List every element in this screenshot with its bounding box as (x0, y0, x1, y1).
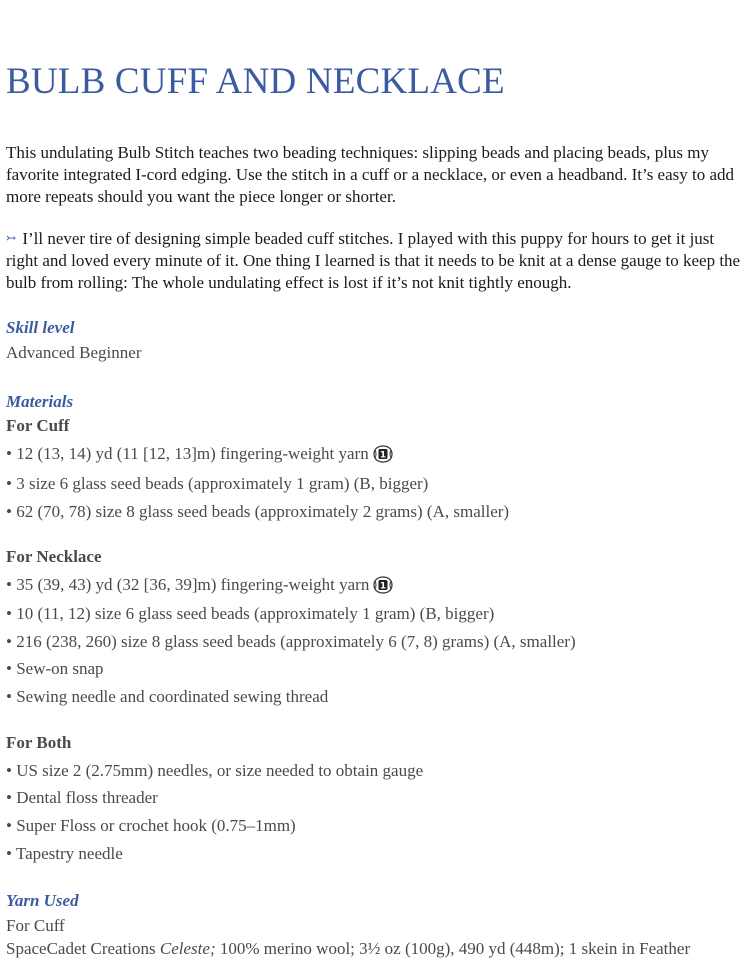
for-necklace-heading: For Necklace (6, 547, 102, 566)
for-both-heading: For Both (6, 733, 72, 752)
skill-level-value: Advanced Beginner (6, 343, 142, 362)
list-item: • 3 size 6 glass seed beads (approximately 1 gram) (B, bigger) (6, 474, 429, 493)
list-item: • Sewing needle and coordinated sewing thread (6, 687, 329, 706)
page-title: BULB CUFF AND NECKLACE (6, 61, 505, 102)
yarn-name: Celeste; (159, 939, 216, 958)
yarn-weight-number: 1 (379, 450, 386, 461)
yarn-spec: 100% merino wool; 3½ oz (100g), 490 yd (448m); 1 skein in Feather (215, 939, 691, 958)
materials-heading: Materials (6, 392, 74, 411)
list-item-text: • 12 (13, 14) yd (11 [12, 13]m) fingering-weight yarn (6, 444, 369, 463)
yarn-used-for-cuff: For Cuff (6, 916, 65, 935)
list-item-text: • 35 (39, 43) yd (32 [36, 39]m) fingering-weight yarn (6, 575, 370, 594)
yarn-weight-number: 1 (380, 581, 387, 592)
list-item: • Super Floss or crochet hook (0.75–1mm) (6, 816, 296, 835)
list-item: • Dental floss threader (6, 788, 158, 807)
list-item: • US size 2 (2.75mm) needles, or size needed to obtain gauge (6, 761, 424, 780)
arrow-icon: ↣ (6, 231, 17, 245)
list-item: • 216 (238, 260) size 8 glass seed beads (approximately 6 (7, 8) grams) (A, smaller) (6, 632, 576, 651)
list-item (6, 575, 394, 595)
list-item: • Sew-on snap (6, 659, 104, 678)
designer-note-text: I’ll never tire of designing simple beaded cuff stitches. I played with this puppy for hours to get it just right and loved every minute of it. One thing I learned is that it needs to be knit at a dense gauge to keep the bulb from rolling: The whole undulating effect is lost if it’s not knit tightly enough. (6, 229, 741, 292)
designer-note (6, 227, 742, 294)
skill-level-heading: Skill level (6, 318, 75, 337)
yarn-brand: SpaceCadet Creations (6, 939, 160, 958)
list-item: • 10 (11, 12) size 6 glass seed beads (approximately 1 gram) (B, bigger) (6, 604, 495, 623)
yarn-weight-icon (372, 445, 394, 463)
list-item (6, 444, 394, 464)
intro-paragraph: This undulating Bulb Stitch teaches two beading techniques: slipping beads and placing beads, plus my favorite integrated I-cord edging. Use the stitch in a cuff or a necklace, or even a headband. It’s easy to add more repeats should you want the piece longer or shorter. (6, 143, 735, 206)
for-cuff-heading: For Cuff (6, 416, 70, 435)
yarn-weight-icon (372, 576, 394, 594)
yarn-used-heading: Yarn Used (6, 891, 79, 910)
list-item: • Tapestry needle (6, 844, 123, 863)
yarn-used-details (6, 939, 690, 959)
list-item: • 62 (70, 78) size 8 glass seed beads (approximately 2 grams) (A, smaller) (6, 502, 510, 521)
